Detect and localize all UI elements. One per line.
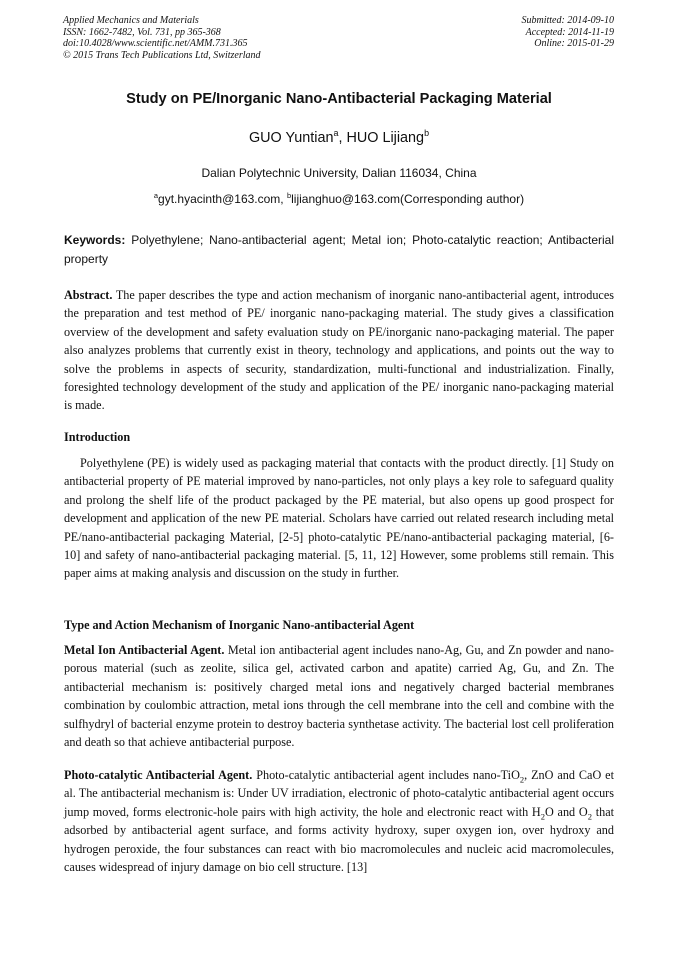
author-line [0,130,678,146]
introduction-paragraph: Polyethylene (PE) is widely used as packaging material that contacts with the product directly. [1] Study on antibacterial property of PE material improved by nano-particles, not only plays a key role to safeguard quality and prolong the shelf life of the product packaged by the PE material, but also opens up good prospect for development and application of the new PE material. Scholars have carried out related research including metal PE/nano-antibacterial packaging Material, [2-5] photo-catalytic PE/nano-antibacterial packaging material, [6-10] and safety of nano-antibacterial packaging material. [5, 11, 12] However, some problems still remain. This paper aims at making analysis and discussion on the study in further. [64,456,614,581]
email-b-mark: b [286,191,292,200]
photo-sub-3: 2 [587,811,592,822]
abstract-label: Abstract. [64,288,113,302]
metal-ion-text: Metal ion antibacterial agent includes nano-Ag, Gu, and Zn powder and nano-porous material (such as zeolite, silica gel, activated carbon and apatite) carried Ag, Gu, and Zn. The antibacterial mechanism is: positively charged metal ions and negatively charged bacterial membranes combination by coulombic attraction, metal ions through the cell membrane into the cell and combine with the sulfhydryl of bacterial enzyme protein to destroy bacteria synthetase activity. The bacterial lost cell proliferation and death so that achieve antibacterial purpose. [64,643,614,750]
photo-catalytic-label: Photo-catalytic Antibacterial Agent. [64,768,253,782]
keywords [64,231,614,269]
doi-line: doi:10.4028/www.scientific.net/AMM.731.365 [63,38,248,49]
author-huo: HUO Lijiang [346,130,425,146]
metal-ion-paragraph [64,641,614,751]
accepted-date: Accepted: 2014-11-19 [525,26,614,38]
section-type-mechanism-heading: Type and Action Mechanism of Inorganic Nano-antibacterial Agent [64,618,415,632]
issn-line: ISSN: 1662-7482, Vol. 731, pp 365-368 [63,26,221,38]
submitted-date: Submitted: 2014-09-10 [521,15,614,26]
author-separator: , [338,130,347,146]
keywords-label: Keywords: [64,233,126,247]
photo-text-2: , ZnO and CaO et al. The antibacterial mechanism is: Under UV irradiation, electronic of photo-catalytic antibacterial agent occurs jump moved, forms electronic-hole pairs with high activity, the hole and electronic react with H [64,768,614,819]
photo-catalytic-paragraph [64,766,614,876]
paper-title: Study on PE/Inorganic Nano-Antibacterial Packaging Material [126,91,552,107]
photo-text-1: Photo-catalytic antibacterial agent includes nano-TiO [252,768,520,782]
author-huo-affil-mark: b [424,128,430,139]
photo-text-4: that adsorbed by antibacterial agent surface, and forms activity hydroxy, super oxygen ion, over hydroxy and hydrogen peroxide, the four substances can react with bio macromolecules and nucleic acid macromolecules, causes widespread of injury damage on bio cell structure. [13] [64,804,614,875]
introduction-heading: Introduction [64,430,131,444]
photo-text-3: O and O [545,804,588,819]
author-guo-affil-mark: a [333,128,339,139]
photo-sub-2: 2 [540,811,545,822]
email-a: gyt.hyacinth@163.com, [158,192,287,206]
email-line [0,192,678,206]
email-b: lijianghuo@163.com(Corresponding author) [291,192,525,206]
abstract-text: The paper describes the type and action mechanism of inorganic nano-antibacterial agent, introduces the preparation and test method of PE/ inorganic nano-packaging material. The study gives a classification overview of the development and safety evaluation study on PE/inorganic nano-packaging material. The paper also analyzes problems that currently exist in theory, technology and applications, and points out the way to solve the problems in aspects of security, standardization, multi-functional and industrialization. Finally, foresighted technology development of the study and application of the PE/ inorganic nano-packaging material is made. [64,288,614,413]
affiliation: Dalian Polytechnic University, Dalian 116034, China [201,166,477,180]
keywords-text: Polyethylene; Nano-antibacterial agent; Metal ion; Photo-catalytic reaction; Antibacterial property [64,233,614,266]
author-guo: GUO Yuntian [248,130,334,146]
journal-name: Applied Mechanics and Materials [63,15,199,26]
photo-sub-1: 2 [519,774,525,785]
online-date: Online: 2015-01-29 [534,38,614,49]
copyright-line: © 2015 Trans Tech Publications Ltd, Switzerland [63,49,261,61]
email-a-mark: a [153,191,159,200]
journal-info [63,15,261,61]
abstract [64,286,614,415]
dates-info [522,15,615,50]
metal-ion-label: Metal Ion Antibacterial Agent. [64,643,225,657]
